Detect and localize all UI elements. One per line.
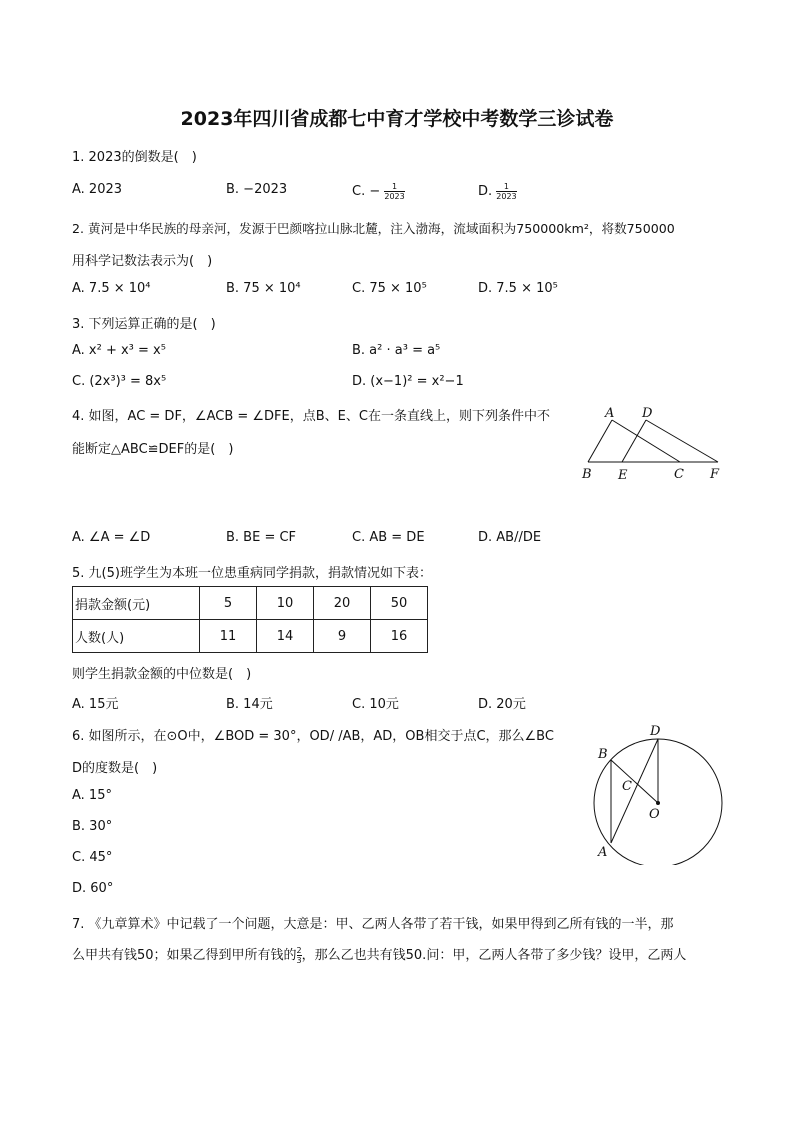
label-f: F: [710, 467, 720, 482]
label-c: C: [674, 467, 684, 482]
question-5-question: 则学生捐款金额的中位数是( ): [72, 667, 252, 682]
q2-option-d: D. 7.5 × 10⁵: [478, 281, 558, 296]
q7-line-2-part-b: ，那么乙也共有钱50.问：甲，乙两人各带了多少钱？设甲，乙两人: [301, 948, 687, 963]
q4-option-d: D. AB//DE: [478, 530, 542, 545]
q4-option-a: A. ∠A = ∠D: [72, 530, 151, 545]
q4-option-b: B. BE = CF: [226, 530, 297, 545]
question-4-line-1: 4. 如图，AC = DF，∠ACB = ∠DFE，点B、E、C在一条直线上，则下列条件中不: [72, 409, 550, 424]
q1-option-d: [478, 182, 517, 201]
q1-option-c-fraction: [384, 182, 404, 201]
q5-option-d: D. 20元: [478, 697, 526, 712]
segment-bo: [611, 760, 658, 803]
q4-option-c: C. AB = DE: [352, 530, 425, 545]
q1-option-a: A. 2023: [72, 182, 123, 197]
table-cell: 11: [200, 620, 257, 653]
label-c: C: [622, 779, 632, 794]
label-b: B: [598, 747, 608, 762]
question-1-stem: 1. 2023的倒数是( ): [72, 150, 197, 165]
q3-option-d: D. (x−1)² = x²−1: [352, 374, 464, 389]
q1-option-d-label: D.: [478, 184, 497, 199]
q5-option-b: B. 14元: [226, 697, 273, 712]
q1-c-numerator: 1: [384, 182, 404, 192]
q2-option-c: C. 75 × 10⁵: [352, 281, 427, 296]
q1-c-denominator: 2023: [384, 192, 405, 201]
q2-option-a: A. 7.5 × 10⁴: [72, 281, 151, 296]
question-6-line-1: 6. 如图所示，在⊙O中，∠BOD = 30°，OD/ /AB，AD，OB相交于点C，那么∠BC: [72, 729, 554, 744]
table-cell: 9: [314, 620, 371, 653]
question-5-stem: 5. 九(5)班学生为本班一位患重病同学捐款，捐款情况如下表：: [72, 566, 432, 581]
q5-option-a: A. 15元: [72, 697, 119, 712]
label-d: D: [650, 724, 661, 739]
label-e: E: [618, 468, 628, 483]
table-cell: 14: [257, 620, 314, 653]
segment-de: [622, 420, 646, 462]
q6-option-d: D. 60°: [72, 881, 114, 896]
segment-df: [646, 420, 718, 462]
table-header-count: 人数(人): [73, 620, 200, 653]
table-header-amount: 捐款金额(元): [73, 587, 200, 620]
label-o: O: [649, 807, 660, 822]
q5-option-c: C. 10元: [352, 697, 399, 712]
label-a: A: [605, 406, 615, 421]
table-row: [73, 587, 428, 620]
table-cell: 5: [200, 587, 257, 620]
label-d: D: [642, 406, 653, 421]
q1-d-denominator: 2023: [496, 192, 517, 201]
q7-numerator: 2: [296, 946, 302, 955]
segment-ad: [611, 739, 658, 843]
question-6-line-2: D的度数是( ): [72, 761, 158, 776]
q6-option-a: A. 15°: [72, 788, 112, 803]
question-4-line-2: 能断定△ABC≌DEF的是( ): [72, 442, 234, 457]
question-7-line-1: 7. 《九章算术》中记载了一个问题，大意是：甲、乙两人各带了若干钱，如果甲得到乙所有钱的一半，那: [72, 917, 674, 932]
donation-table: [72, 586, 428, 653]
question-2-line-1: 2. 黄河是中华民族的母亲河，发源于巴颜喀拉山脉北麓，注入渤海，流域面积为750000km²，将数750000: [72, 221, 675, 236]
table-cell: 20: [314, 587, 371, 620]
q1-option-c: [352, 182, 405, 201]
q3-option-a: A. x² + x³ = x⁵: [72, 343, 166, 358]
q2-option-b: B. 75 × 10⁴: [226, 281, 301, 296]
center-dot: [656, 801, 660, 805]
question-2-line-2: 用科学记数法表示为( ): [72, 254, 213, 269]
segment-ab: [588, 420, 612, 462]
table-cell: 10: [257, 587, 314, 620]
q3-option-c: C. (2x³)³ = 8x⁵: [72, 374, 167, 389]
q1-d-numerator: 1: [496, 182, 516, 192]
q1-option-c-label: C. −: [352, 184, 381, 199]
table-cell: 16: [371, 620, 428, 653]
table-cell: 50: [371, 587, 428, 620]
label-a: A: [598, 845, 608, 860]
q7-line-2-part-a: 么甲共有钱50；如果乙得到甲所有钱的: [72, 948, 297, 963]
triangle-figure: [576, 404, 726, 484]
q6-option-c: C. 45°: [72, 850, 113, 865]
label-b: B: [582, 467, 592, 482]
q1-option-d-fraction: [496, 182, 516, 201]
q7-denominator: 3: [296, 956, 302, 965]
segment-ac: [612, 420, 680, 462]
q1-option-b: B. −2023: [226, 182, 288, 197]
question-7-line-2: [72, 944, 686, 965]
circle-figure: [590, 720, 730, 865]
question-3-stem: 3. 下列运算正确的是( ): [72, 317, 216, 332]
page-title: 2023年四川省成都七中育才学校中考数学三诊试卷: [180, 108, 614, 130]
q6-option-b: B. 30°: [72, 819, 113, 834]
q3-option-b: B. a² · a³ = a⁵: [352, 343, 441, 358]
table-row: [73, 620, 428, 653]
